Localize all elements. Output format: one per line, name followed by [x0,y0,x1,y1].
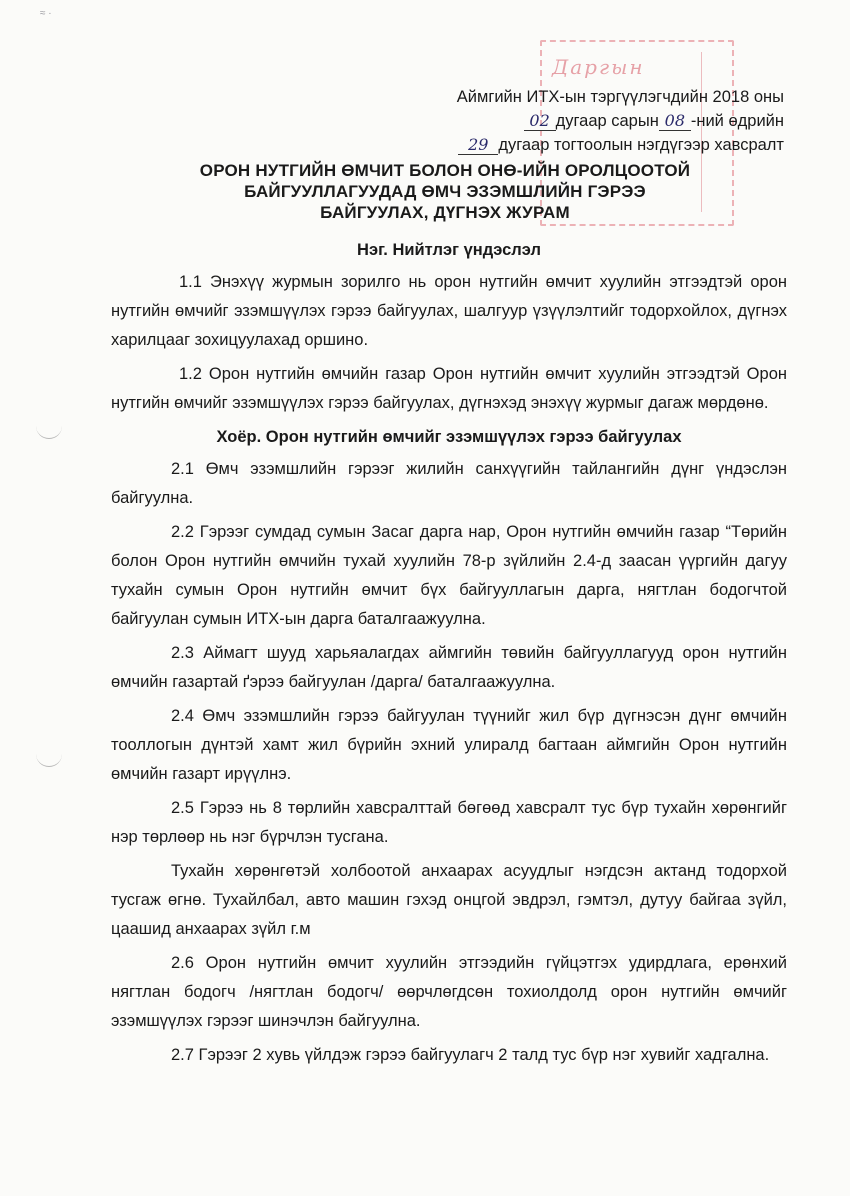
document-body [111,234,787,1075]
paragraph-2-5-note: Тухайн хөрөнгөтэй холбоотой анхаарах асуудлыг нэгдсэн актанд тодорхой тусгаж өгнө. Тухайлбал, авто машин гэхэд онцгой эвдрэл, гэмтэл, дутуу байгаа зүйл, цаашид анхаарах зүйл г.м [111,862,787,938]
paragraph-2-6: 2.6 Орон нутгийн өмчит хуулийн этгээдийн гүйцэтгэх удирдлага, ерөнхий нягтлан бодогч /нягтлан бодогч/ өөрчлөгдсөн тохиолдолд орон нутгийн өмчийг эзэмшүүлэх гэрээг шинэчлэн байгуулна. [111,954,787,1030]
paragraph-1-2: 1.2 Орон нутгийн өмчийн газар Орон нутгийн өмчит хуулийн этгээдтэй Орон нутгийн өмчийг эзэмшүүлэх гэрээ байгуулах, дүгнэхэд энэхүү журмыг дагаж мөрдөнө. [111,365,787,412]
paragraph-2-2: 2.2 Гэрээг сумдад сумын Засаг дарга нар, Орон нутгийн өмчийн газар “Төрийн болон Орон нутгийн өмчийн тухай хуулийн 78-р зүйлийн 2.4-д заасан үүргийн дагуу тухайн сумын Орон нутгийн өмчит бүх байгууллагын дарга, нягтлан бодогчтой байгуулан сумын ИТХ-ын дарга баталгаажуулна. [111,523,787,628]
handwritten-month: 02 [524,112,556,131]
section-heading-1: Нэг. Нийтлэг үндэслэл [357,241,541,259]
paragraph-2-4: 2.4 Өмч эзэмшлийн гэрээ байгуулан түүнийг жил бүр дүгнэсэн дүнг өмчийн тооллогын дүнтэй хамт жил бүрийн эхний улиралд багтаан аймгийн Орон нутгийн өмчийн газарт ирүүлнэ. [111,707,787,783]
punch-hole-mark [36,424,62,439]
punch-hole-mark [36,752,62,767]
paragraph-2-3: 2.3 Аймагт шууд харьяалагдах аймгийн төвийн байгууллагууд орон нутгийн өмчийн газартай ґэрээ байгуулан /дарга/ баталгаажуулна. [111,644,787,691]
paragraph-1-1: 1.1 Энэхүү журмын зорилго нь орон нутгийн өмчит хуулийн этгээдтэй орон нутгийн өмчийг эзэмшүүлэх гэрээ байгуулах, шалгуур үзүүлэлтийг тодорхойлох, дүгнэх харилцааг зохицуулахад оршино. [111,273,787,349]
header-line-3 [457,133,784,157]
paragraph-2-5: 2.5 Гэрээ нь 8 төрлийн хавсралттай бөгөөд хавсралт тус бүр тухайн хөрөнгийг нэр төрлөөр нь нэг бүрчлэн тусгана. [111,799,787,846]
title-line-1: ОРОН НУТГИЙН ӨМЧИТ БОЛОН ОНӨ-ИЙН ОРОЛЦООТОЙ [199,161,691,180]
month-label: дугаар сарын [555,112,659,130]
paragraph-2-1: 2.1 Өмч эзэмшлийн гэрээг жилийн санхүүгийн тайлангийн дүнг үндэслэн байгуулна. [111,460,787,507]
section-heading-2: Хоёр. Орон нутгийн өмчийг эзэмшүүлэх гэрээ байгуулах [216,428,682,446]
paragraph-2-7: 2.7 Гэрээг 2 хувь үйлдэж гэрээ байгуулагч 2 талд тус бүр нэг хувийг хадгална. [171,1046,770,1064]
title-line-2: БАЙГУУЛЛАГУУДАД ӨМЧ ЭЗЭМШЛИЙН ГЭРЭЭ [244,182,646,201]
stamp-signature: Даргын [552,55,645,79]
header-line-1: Аймгийн ИТХ-ын тэргүүлэгчдийн 2018 оны [456,88,784,106]
handwritten-day: 08 [659,112,691,131]
day-label: -ний өдрийн [690,112,784,130]
title-line-3: БАЙГУУЛАХ, ДҮГНЭХ ЖУРАМ [320,203,570,222]
resolution-label: дугаар тогтоолын нэгдүгээр хавсралт [498,136,784,154]
handwritten-resolution-number: 29 [458,136,498,155]
document-title [180,160,710,223]
header-line-2 [457,109,784,133]
scan-artifact: ≈ · [40,8,52,19]
annex-header [457,85,784,157]
